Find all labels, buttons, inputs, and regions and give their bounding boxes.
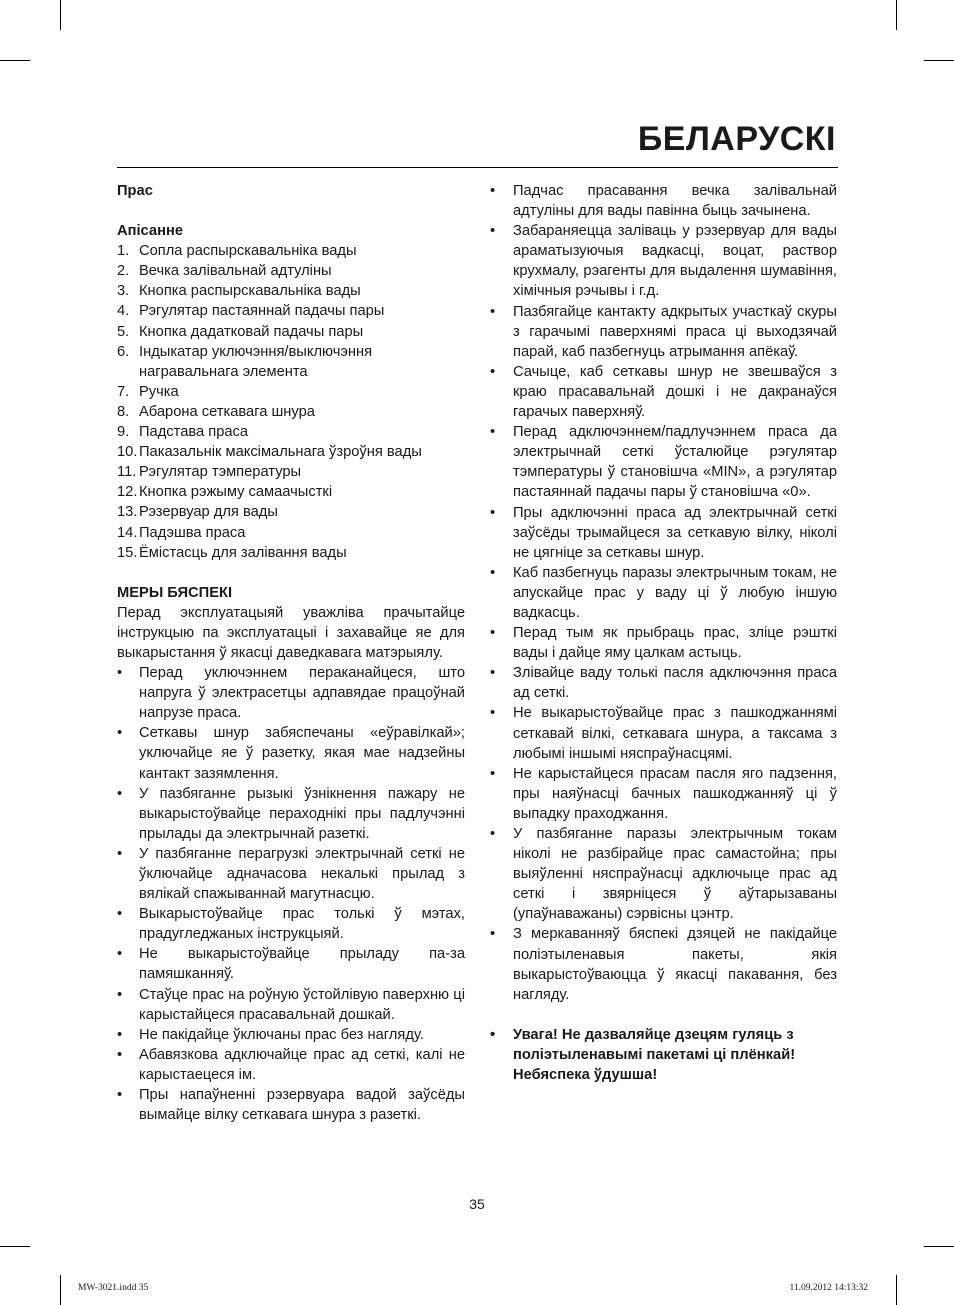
list-item-text: Паказальнік максімальнага ўзроўня вады (139, 444, 422, 461)
crop-mark (60, 0, 61, 30)
list-item-number: 7. (117, 383, 130, 400)
list-item-text: Рэгулятар тэмпературы (139, 464, 302, 481)
bullet-text: Не выкарыстоўвайце прас з пашкоджаннямі сеткавай вілкі, сеткавага шнура, а таксама з любымі іншымі няспраўнасцямі. (513, 705, 837, 762)
bullet-text: Пазбягайце кантакту адкрытых участкаў скуры з гарачымі паверхнямі праса ці выходзячай парай, каб пазбегнуць атрымання апёкаў. (513, 303, 837, 360)
list-item-text: Сопла распырскавальніка вады (139, 243, 357, 260)
bullet-mark: • (117, 906, 123, 923)
list-item-text: Кнопка рэжыму самаачысткі (139, 484, 333, 501)
right-column (488, 181, 837, 1085)
bullet-text: Злівайце ваду толькі пасля адключэння праса ад сеткі. (513, 665, 837, 702)
list-item-number: 2. (117, 263, 130, 280)
bullet-item (488, 764, 837, 824)
list-item-number: 11. (117, 464, 137, 481)
bullet-mark: • (117, 946, 123, 963)
bullet-text: У пазбяганне перагрузкі электрычнай сеткі не ўключайце адначасова некалькі прылад з вялікай спажываннай магутнасцю. (139, 845, 465, 903)
footer-file-info: MW-3021.indd 35 (78, 1283, 149, 1293)
bullet-item (117, 784, 465, 844)
bullet-item (117, 844, 465, 904)
bullet-item (488, 824, 837, 924)
list-item-text: Ручка (139, 383, 179, 400)
crop-mark (60, 1275, 61, 1305)
bullet-item (117, 1045, 465, 1085)
bullet-item (117, 723, 465, 783)
list-item-text: Рэгулятар пастаяннай падачы пары (139, 303, 385, 320)
bullet-mark: • (117, 986, 123, 1003)
list-item-number: 4. (117, 303, 130, 320)
bullet-mark: • (117, 1026, 123, 1043)
bullet-mark: • (490, 424, 496, 441)
bullet-text: З меркаванняў бяспекі дзяцей не пакідайце поліэтыленавыя пакеты, якія выкарыстоўваюцца ў якасці пакавання, без нагляду. (513, 926, 837, 1003)
list-item-number: 9. (117, 424, 130, 441)
crop-mark (924, 1246, 954, 1247)
safety-heading: МЕРЫ БЯСПЕКІ (117, 584, 233, 601)
list-item (117, 382, 465, 402)
list-item-number: 15. (117, 544, 138, 561)
bullet-mark: • (490, 223, 496, 240)
crop-mark (896, 0, 897, 30)
list-item-text: Індыкатар уключэння/выключэння награвальнага элемента (139, 343, 373, 380)
page-number: 35 (469, 1196, 485, 1212)
bullet-item (117, 985, 465, 1025)
bullet-item (117, 663, 465, 723)
bullet-text: Падчас прасавання вечка залівальнай адтуліны для вады павінна быць зачынена. (513, 183, 837, 220)
bullet-text: Не выкарыстоўвайце прыладу па-за памяшканняў. (139, 946, 465, 983)
list-item-text: Рэзервуар для вады (139, 504, 278, 521)
bullet-text: Сеткавы шнур забяспечаны «еўравілкай»; уключайце яе ў разетку, якая мае надзейны кантакт зазямлення. (139, 725, 465, 782)
list-item (117, 422, 465, 442)
bullet-mark: • (490, 303, 496, 320)
list-item-number: 3. (117, 283, 130, 300)
bullet-text: Выкарыстоўвайце прас толькі ў мэтах, прадугледжаных інструкцыяй. (139, 906, 465, 943)
bullet-item (488, 302, 837, 362)
list-item (117, 462, 465, 482)
bullet-mark: • (490, 504, 496, 521)
list-item-number: 5. (117, 323, 130, 340)
bullet-mark: • (490, 826, 496, 842)
bullet-text: Не карыстайцеся прасам пасля яго падзення, пры наяўнасці бачных пашкоджанняў ці ў выпадку праходжання. (513, 765, 837, 822)
bullet-mark: • (490, 665, 496, 682)
bullet-mark: • (117, 1046, 123, 1063)
bullet-mark: • (490, 1026, 496, 1043)
list-item (117, 442, 465, 462)
title-rule (117, 167, 838, 168)
page-title: БЕЛАРУСКІ (637, 120, 836, 158)
bullet-mark: • (117, 845, 123, 862)
bullet-mark: • (490, 625, 496, 642)
list-item (117, 342, 465, 382)
safety-bullets-right (488, 181, 837, 1005)
bullet-text: Не пакідайце ўключаны прас без нагляду. (139, 1026, 424, 1043)
bullet-mark: • (490, 183, 496, 199)
bullet-item (488, 563, 837, 623)
list-item-text: Абарона сеткавага шнура (139, 403, 315, 420)
list-item-number: 8. (117, 403, 130, 420)
bullet-text: Сачыце, каб сеткавы шнур не звешваўся з краю прасавальнай дошкі і не дакранаўся гарачых паверхняў. (513, 363, 837, 421)
list-item-number: 12. (117, 484, 138, 501)
list-item-text: Падстава праса (139, 424, 249, 441)
list-item (117, 322, 465, 342)
list-item (117, 523, 465, 543)
bullet-text: Пры адключэнні праса ад электрычнай сеткі заўсёды трымайцеся за сеткавую вілку, ніколі не цягніце за сеткавы шнур. (513, 504, 837, 561)
list-item (117, 301, 465, 321)
bullet-mark: • (117, 665, 123, 682)
footer-timestamp: 11.09.2012 14:13:32 (789, 1283, 868, 1293)
bullet-text: Перад тым як прыбраць прас, зліце рэшткі вады і дайце яму цалкам астыць. (513, 625, 837, 662)
crop-mark (896, 1275, 897, 1305)
bullet-mark: • (490, 926, 496, 943)
bullet-mark: • (490, 705, 496, 722)
bullet-text: У пазбяганне паразы электрычным токам ніколі не разбірайце прас самастойна; пры выяўленні няспраўнасці адключыце прас ад сеткі і звярніцеся ў аўтарызаваны (упаўнаважаны) сэрвісны цэнтр. (513, 826, 837, 923)
bullet-text: Абавязкова адключайце прас ад сеткі, калі не карыстаецеся ім. (139, 1046, 465, 1083)
crop-mark (0, 60, 30, 61)
bullet-mark: • (490, 564, 496, 581)
warning-text: Увага! Не дазваляйце дзецям гуляць з поліэтыленавымі пакетамі ці плёнкай! Небяспека ўдушша! (513, 1026, 796, 1084)
bullet-mark: • (490, 765, 496, 782)
list-item (117, 543, 465, 563)
list-item-text: Ёмістасць для залівання вады (139, 544, 347, 561)
bullet-text: Перад адключэннем/падлучэннем праса да электрычнай сеткі ўсталюйце рэгулятар тэмпературы ў становішча «MIN», а рэгулятар пастаяннай падачы пары ў становішча «0». (513, 424, 837, 501)
safety-intro: Перад эксплуатацыяй уважліва прачытайце інструкцыю па эксплуатацыі і захавайце яе для выкарыстання ў якасці даведкавага матэрыялу. (117, 604, 465, 661)
list-item-number: 1. (117, 243, 130, 260)
bullet-item (488, 703, 837, 763)
list-item-number: 13. (117, 504, 138, 521)
list-item (117, 261, 465, 281)
bullet-text: Забараняецца заліваць у рэзервуар для вады араматызуючыя вадкасці, воцат, раствор крухмалу, рэагенты для выдалення шумавіння, хімічныя рэчывы і г.д. (513, 223, 837, 300)
product-title: Прас (117, 183, 153, 199)
bullet-text: Пры напаўненні рэзервуара вадой заўсёды вымайце вілку сеткавага шнура з разеткі. (139, 1087, 465, 1124)
bullet-mark: • (117, 785, 123, 802)
left-column (117, 181, 465, 1125)
bullet-item (488, 422, 837, 502)
crop-mark (0, 1246, 30, 1247)
list-item (117, 402, 465, 422)
list-item-text: Падэшва праса (139, 524, 246, 541)
parts-list (117, 241, 465, 563)
bullet-item (488, 362, 837, 422)
crop-mark (924, 60, 954, 61)
list-item-text: Кнопка распырскавальніка вады (139, 283, 361, 300)
description-heading: Апісанне (117, 223, 183, 240)
bullet-item (117, 944, 465, 984)
bullet-item (488, 663, 837, 703)
bullet-item (488, 623, 837, 663)
list-item-number: 10. (117, 444, 138, 461)
list-item-text: Вечка залівальнай адтуліны (139, 263, 332, 280)
bullet-mark: • (117, 725, 123, 742)
bullet-item (488, 221, 837, 301)
list-item-number: 6. (117, 343, 130, 360)
list-item (117, 502, 465, 522)
list-item-number: 14. (117, 524, 138, 541)
list-item-text: Кнопка дадатковай падачы пары (139, 323, 364, 340)
warning-note (488, 1025, 837, 1085)
list-item (117, 281, 465, 301)
bullet-text: У пазбяганне рызыкі ўзнікнення пажару не выкарыстоўвайце пераходнікі пры падлучэнні прылады да электрычнай разеткі. (139, 785, 465, 842)
bullet-item (117, 1085, 465, 1125)
bullet-text: Стаўце прас на роўную ўстойлівую паверхню ці карыстайцеся прасавальнай дошкай. (139, 986, 465, 1023)
safety-bullets-left (117, 663, 465, 1125)
bullet-item (488, 503, 837, 563)
bullet-mark: • (117, 1087, 123, 1104)
bullet-mark: • (490, 363, 496, 380)
list-item (117, 241, 465, 261)
bullet-text: Каб пазбегнуць паразы электрычным токам, не апускайце прас у ваду ці ў любую іншую вадкасць. (513, 564, 837, 621)
bullet-item (488, 924, 837, 1004)
list-item (117, 482, 465, 502)
bullet-item (488, 181, 837, 221)
bullet-item (117, 1025, 465, 1045)
bullet-text: Перад уключэннем пераканайцеся, што напруга ў электрасетцы адпавядае працоўнай напрузе праса. (139, 665, 465, 722)
bullet-item (117, 904, 465, 944)
